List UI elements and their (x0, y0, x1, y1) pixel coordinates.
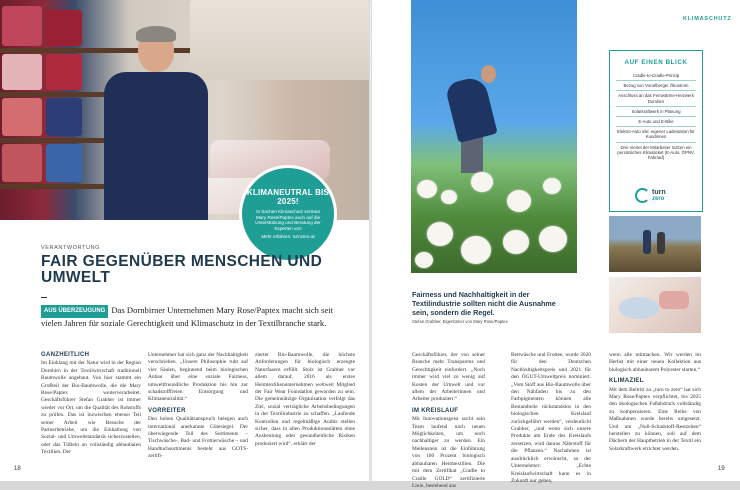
right-column-2 (511, 352, 591, 485)
towel-stack (2, 98, 42, 136)
shelf-display (190, 0, 369, 80)
badge-body: In Sachen Klimaschutz vertraut Mary Rose/Paptex auch auf die Unterstützung und Beratung der Experten von (255, 209, 321, 231)
cotton-boll (441, 190, 457, 204)
glance-list (610, 71, 702, 162)
towel-stack (2, 6, 42, 46)
column-text: Im Einklang mit der Natur wird in der Region Dornbirn in der Textilwirtschaft traditionell Baumwolle angebaut. Von hier stammt ein Großteil der Bio-Baumwolle, die die Mary Rose/Paptex weiterverarbeitet. Geschäftsführer Stefan Grabher ist immer wieder vor Ort, um die Qualität des Rohstoffs zu prüfen. Das ist inzwischen ebenso Teil seiner Arbeit wie Besuche der Partnerbetriebe, um die Einhaltung von Sozial- und Umweltstandards sicherzustellen, oder das Tüfteln an vollständig abbaubaren Textilien. Der (41, 360, 141, 456)
right-column-1 (412, 352, 485, 490)
badge-link[interactable]: Mehr erfahren: turnzero.at (261, 234, 315, 240)
cotton-boll (539, 226, 567, 252)
article-lead (41, 305, 341, 328)
logo-word-1: turn (652, 188, 666, 196)
column-text: Unternehmer hat sich ganz der Nachhaltigkeit verschrieben. „Unsere Philosophie ruht auf vier Säulen, beginnend beim biologischen Anbau über eine soziale Fairness, umweltfreundliche Produktion bis hin zur schadstofffreien Entsorgung und Klimaneutralität.“ (148, 352, 248, 403)
lead-tag: AUS ÜBERZEUGUNG (41, 305, 108, 318)
glance-item: Elektro-Auto inkl. eigener Ladestation für Kundinnen (616, 127, 696, 142)
badge-title: KLIMANEUTRAL BIS 2025! (246, 188, 330, 207)
glance-item: Cradle-to-Cradle-Prinzip (616, 71, 696, 81)
caption-source: Stefan Grabher, Eigentümer von Mary Rose/Paptex (412, 319, 508, 324)
climate-badge (242, 168, 334, 260)
section-label: KLIMASCHUTZ (683, 16, 732, 22)
divider (41, 297, 47, 298)
cotton-boll (507, 190, 531, 212)
glance-item: Solarkraftwerk in Planung (616, 107, 696, 117)
cotton-field-photo (411, 0, 577, 273)
body-column-1 (41, 352, 141, 457)
field-workers-photo (609, 216, 701, 272)
column-subheading: IM KREISLAUF (412, 407, 459, 414)
article-headline: FAIR GEGENÜBER MENSCHEN UND UMWELT (41, 253, 323, 286)
glance-item: Anschluss an das Fernwärme-Heizwerk Dornbirn (616, 91, 696, 106)
column-text: Geschäftsführer, der von seiner Branche mehr Transparenz und Gerechtigkeit einfordert. „Noch immer wird viel zu wenig auf Kosten der Umwelt und vor allem der Arbeiterinnen und Arbeiter produziert.“ (412, 352, 485, 403)
cotton-boll (417, 180, 437, 198)
towel-stack (46, 54, 82, 90)
glance-item: Drei Viertel der Mitarbeiter nutzen ein persönliches Klimaticket (E-Auto, ÖPNV, Fahrrad) (617, 144, 695, 161)
turn-to-zero-logo (635, 188, 666, 203)
towel-stack (46, 144, 82, 182)
column-text: Bettwäsche und Frottee, wurde 2020 für den Deutschen Nachhaltigkeitspreis und 2021 für den ÖGUT-Umweltpreis nominiert. „Vom Stoff aus Bio-Baumwolle über den Nähfaden bis zu den Farbpigmenten können alle Bestandteile rückstandslos in den biologischen Kreislauf zurückgeführt werden“, verdeutlicht Grabher, „und wenn sich unsere Produkte am Ende des Kreislaufs zersetzen, wird daraus Nährstoff für die Pflanzen.“ Nachahmen ist ausdrücklich erwünscht, so der Unternehmer: „Echte Kreislaufwirtschaft kann es in Zukunft nur geben, (511, 352, 591, 484)
page-number-right: 19 (718, 466, 725, 472)
glance-item: Bezug von Vorarlberger Ökostrom (616, 81, 696, 91)
towel-stack (2, 54, 42, 90)
production-photo (609, 277, 701, 333)
cotton-boll (471, 172, 493, 192)
column-subheading: VORREITER (148, 407, 186, 414)
column-subtext: Mit Innovationsgeist sucht sein Team laufend nach neuen Möglichkeiten, um noch nachhaltiger zu werden. Ein Meilenstein ist die Einführung von 100 Prozent biologisch abbaubaren Heimtextilien. Die mit dem Zertifikat „Cradle to Cradle GOLD“ zertifizierte Linie, bestehend aus (412, 416, 485, 489)
column-subtext: Mit dem Beitritt zu „turn to zero“ hat sich Mary Rose/Paptex verpflichtet, bis 2025 den ökologischen Fußabdruck vollständig zu kompensieren. Eine Reihe von Maßnahmen wurde bereits umgesetzt. Und um „Null-Schadstoff-Restzeiten“ herstellen zu können, soll auf dem Dächern der Hauptbetrieb in der Textil ein Solarkraftwerk errichtet werden. (609, 386, 701, 452)
glance-title: AUF EINEN BLICK (624, 59, 688, 66)
body-column-2 (148, 352, 248, 461)
body-column-3 (255, 352, 355, 448)
lead-text: Das Dornbirner Unternehmen Mary Rose/Paptex macht sich seit vielen Jahren für soziale Gerechtigkeit und Klimaschutz in der Textilbranche stark. (41, 305, 334, 328)
cotton-boll (461, 236, 491, 264)
cotton-boll (415, 252, 433, 268)
column-text: wenn alle mitmachen. Wir werden im Herbst mit einer neuen Kollektion aus biologisch abbaubarem Polyester starten.“ (609, 352, 701, 373)
towel-stack (46, 98, 82, 136)
photo-caption: Fairness und Nachhaltigkeit in der Textilindustrie sollten nicht die Ausnahme sein, sondern die Regel. (412, 290, 556, 317)
cotton-boll (427, 222, 453, 246)
column-text: zierter Bio-Baumwolle, die höchste Anforderungen für biologisch erzeugte Naturfasern erfüllt. Stolz ist Grabher vor allem darauf, 2016 als erstes Heimtextilienunternehmen weltweit Mitglied der Fair Wear Foundation geworden zu sein. Die gemeinnützige Organisation verfolgt das Ziel, sozial verträgliche Arbeitsbedingungen in der Textilindustrie zu schaffen. „Laufende Kontrollen und regelmäßige Audits stellen sicher, dass in allen Produktionsstätten ohne Ausbeutung oder gesundheitliche Risiken produziert wird“, erklärt der (255, 352, 355, 447)
at-a-glance-box (609, 50, 703, 212)
farmer-figure (451, 65, 499, 170)
column-heading: GANZHEITLICH (41, 352, 90, 358)
towel-stack (46, 10, 82, 46)
spread-gutter (369, 0, 372, 481)
logo-word-2: zero (652, 195, 665, 202)
column-subheading: KLIMAZIEL (609, 378, 644, 385)
article-kicker: VERANTWORTUNG (41, 245, 101, 251)
page-number-left: 18 (14, 466, 21, 472)
column-subtext: Den hohen Qualitätsanspruch belegen auch international anerkannte Gütesiegel. Der überwiegende Teil des Sortiments – Tischwäsche-, Bad- und Frottierwäsche – und Handtuchsortiments besteht aus GOTS-zertifi- (148, 416, 248, 460)
logo-ring-icon (635, 188, 650, 203)
portrait-person (96, 28, 214, 220)
cotton-boll (503, 230, 529, 254)
cotton-boll (543, 178, 561, 194)
right-column-3 (609, 352, 701, 453)
glance-item: E-Auto und E-Bike (616, 117, 696, 127)
towel-stack (2, 144, 42, 182)
